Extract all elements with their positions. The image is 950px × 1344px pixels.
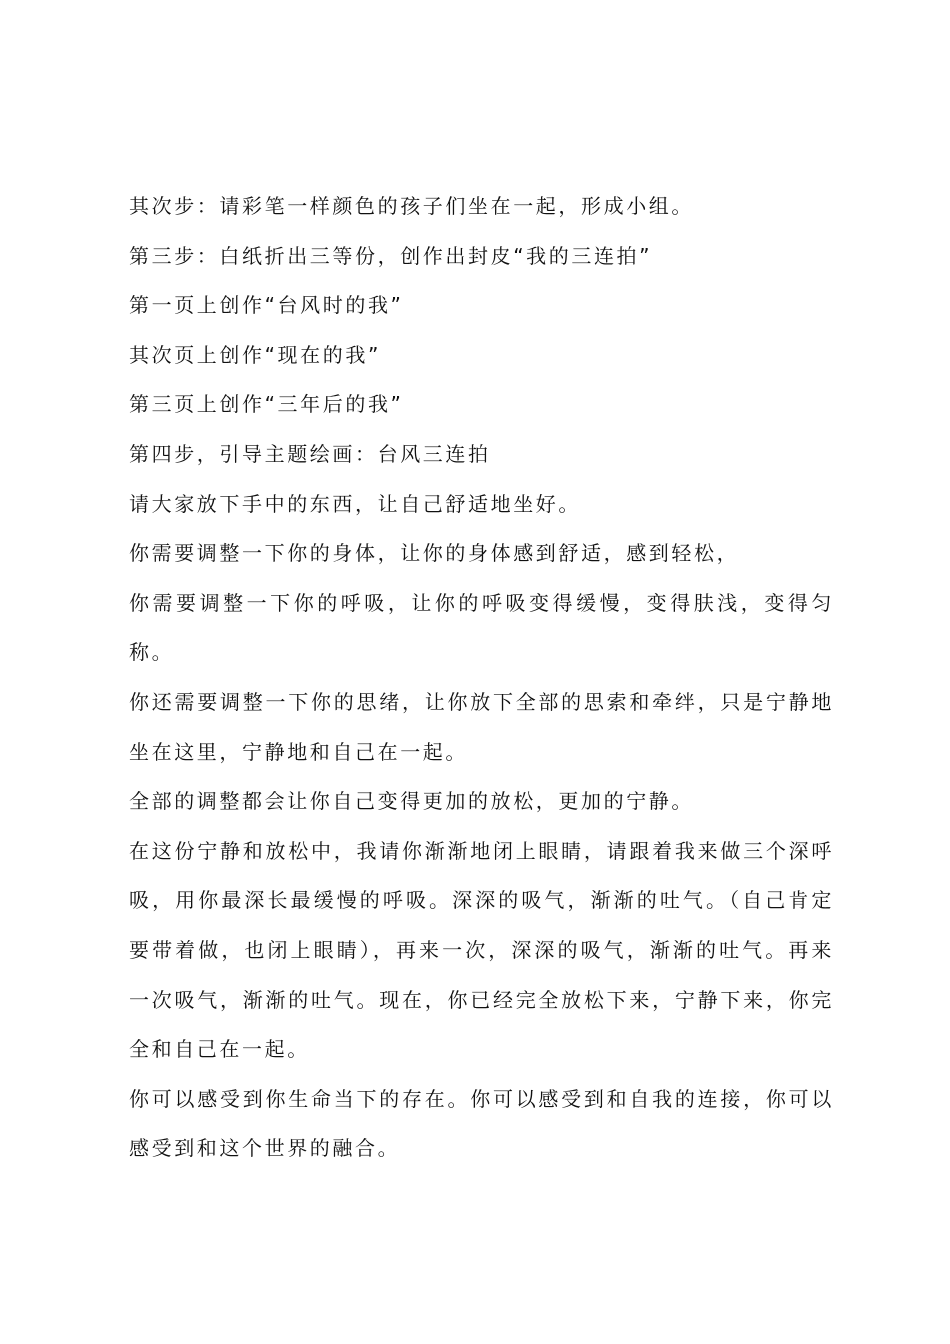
paragraph-page-three: 第三页上创作“三年后的我” [129, 392, 404, 417]
paragraph-adjust-breathing: 你需要调整一下你的呼吸，让你的呼吸变得缓慢，变得肤浅，变得匀称。 [129, 590, 834, 665]
paragraph-feel-presence: 你可以感受到你生命当下的存在。你可以感受到和自我的连接，你可以感受到和这个世界的融合。 [129, 1086, 834, 1161]
paragraph-adjust-thoughts: 你还需要调整一下你的思绪，让你放下全部的思索和牵绊，只是宁静地坐在这里，宁静地和自己在一起。 [129, 689, 834, 764]
paragraph-step-two: 其次步：请彩笔一样颜色的孩子们坐在一起，形成小组。 [129, 194, 694, 218]
paragraph-deep-breaths: 在这份宁静和放松中，我请你渐渐地闭上眼睛，请跟着我来做三个深呼吸，用你最深长最缓慢的呼吸。深深的吸气，渐渐的吐气。（自己肯定要带着做，也闭上眼睛），再来一次，深深的吸气，渐渐的吐气。再来一次吸气，渐渐的吐气。现在，你已经完全放松下来，宁静下来，你完全和自己在一起。 [129, 838, 834, 1062]
document-body [129, 182, 834, 1174]
paragraph-adjust-body: 你需要调整一下你的身体，让你的身体感到舒适，感到轻松， [129, 541, 740, 566]
paragraph-relax: 全部的调整都会让你自己变得更加的放松，更加的宁静。 [129, 789, 694, 814]
paragraph-step-four: 第四步，引导主题绘画：台风三连拍 [129, 441, 491, 466]
paragraph-page-one: 第一页上创作“台风时的我” [129, 293, 404, 318]
paragraph-sit-comfortably: 请大家放下手中的东西，让自己舒适地坐好。 [129, 491, 581, 516]
paragraph-step-three: 第三步：白纸折出三等份，创作出封皮“我的三连拍” [129, 243, 653, 268]
paragraph-page-two: 其次页上创作“现在的我” [129, 342, 381, 367]
